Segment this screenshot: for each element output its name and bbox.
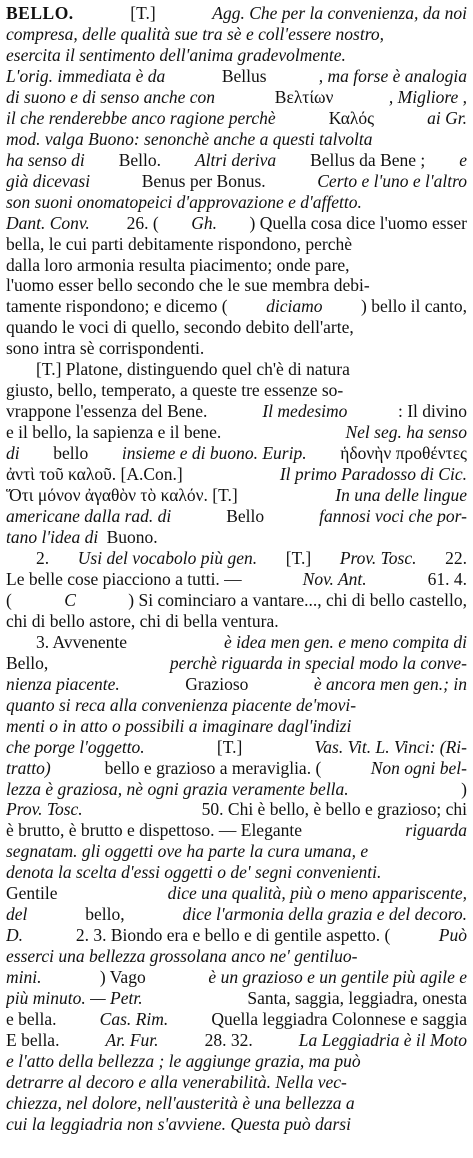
text-line bbox=[6, 212, 467, 234]
text-segment: 3. Avvenente bbox=[36, 631, 132, 652]
text-segment: quanto si reca alla convenienza piacente de'movi- bbox=[6, 694, 357, 715]
text-line bbox=[6, 1113, 467, 1135]
text-segment: Il primo Paradosso di Cic. bbox=[279, 464, 467, 485]
text-line bbox=[6, 945, 467, 967]
text-segment: Bello. bbox=[118, 149, 166, 170]
text-line bbox=[6, 44, 467, 66]
text-segment: chiezza, nel dolore, nell'austerità è una bellezza a bbox=[6, 1092, 355, 1113]
text-segment: Ar. Fur. bbox=[105, 1030, 163, 1051]
text-line bbox=[6, 736, 467, 758]
text-segment: 26. ( bbox=[126, 212, 159, 233]
text-segment: Βελτίων bbox=[274, 86, 334, 107]
text-line bbox=[6, 589, 467, 611]
text-segment: menti o in atto o possibili a imaginare dagl'indizi bbox=[6, 715, 352, 736]
text-segment: [T.] bbox=[125, 3, 161, 23]
text-segment: 22. bbox=[445, 547, 467, 568]
text-segment: Καλός bbox=[328, 107, 375, 128]
text-segment: Quella leggiadra Colonnese e saggia bbox=[211, 1009, 467, 1030]
text-segment: è ancora men gen.; in bbox=[313, 673, 467, 694]
text-line bbox=[6, 274, 467, 296]
text-segment: Bellus da Bene ; bbox=[310, 149, 430, 170]
text-line bbox=[6, 547, 467, 569]
text-segment: bello e grazioso a meraviglia. ( bbox=[104, 757, 322, 778]
text-line bbox=[6, 987, 467, 1009]
text-line bbox=[6, 358, 467, 380]
text-line bbox=[6, 819, 467, 841]
text-segment: americane dalla rad. di bbox=[6, 506, 176, 527]
text-line bbox=[6, 484, 467, 506]
text-segment: Certo e l'uno e l'altro bbox=[317, 170, 467, 191]
text-line bbox=[6, 757, 467, 779]
text-segment: Bellus bbox=[221, 65, 267, 86]
text-line bbox=[6, 170, 467, 192]
text-segment: che porge l'oggetto. bbox=[6, 736, 150, 757]
text-segment: : Il divino bbox=[397, 401, 467, 422]
text-segment: ) bbox=[461, 778, 467, 799]
text-line bbox=[6, 568, 467, 590]
text-segment: tamente rispondono; e dicemo ( bbox=[6, 296, 228, 317]
text-segment: Buono. bbox=[106, 527, 158, 547]
text-segment: nienza piacente. bbox=[6, 673, 125, 694]
text-segment: 2. bbox=[36, 547, 54, 568]
text-segment: tratto) bbox=[6, 757, 56, 778]
text-line bbox=[6, 254, 467, 276]
text-segment: , Migliore , bbox=[388, 86, 467, 107]
text-line bbox=[6, 2, 467, 24]
text-segment: riguarda bbox=[405, 820, 467, 841]
text-line bbox=[6, 694, 467, 716]
text-segment: vrappone l'essenza del Bene. bbox=[6, 401, 212, 422]
text-segment: Nov. Ant. bbox=[302, 568, 372, 589]
text-line bbox=[6, 233, 467, 255]
text-line bbox=[6, 840, 467, 862]
text-line bbox=[6, 442, 467, 464]
text-segment: giusto, bello, temperato, a queste tre essenze so- bbox=[6, 380, 344, 401]
text-segment: è brutto, è brutto e dispettoso. — Elegante bbox=[6, 820, 307, 841]
text-line bbox=[6, 128, 467, 150]
text-segment: di bbox=[6, 443, 24, 464]
text-segment: 61. 4. bbox=[427, 568, 467, 589]
text-segment: Altri deriva bbox=[194, 149, 281, 170]
text-segment: e il bello, la sapienza e il bene. bbox=[6, 422, 226, 443]
text-segment: più minuto. — Petr. bbox=[6, 988, 147, 1009]
text-segment: son suoni onomatopeici d'approvazione e d'affetto. bbox=[6, 191, 362, 212]
text-segment: [T.] Platone, distinguendo quel ch'è di natura bbox=[36, 359, 350, 380]
text-segment: Usi del vocabolo più gen. bbox=[77, 547, 262, 568]
text-segment: ) bello il canto, bbox=[361, 296, 467, 317]
text-segment: dice l'armonia della grazia e del decoro. bbox=[182, 904, 467, 925]
text-line bbox=[6, 652, 467, 674]
text-segment: bello, bbox=[85, 904, 129, 925]
text-line bbox=[6, 295, 467, 317]
text-segment: L'orig. immediata è da bbox=[6, 65, 170, 86]
text-segment: bella, le cui parti debitamente rispondono, perchè bbox=[6, 233, 352, 254]
text-segment: chi di bello astore, chi di bella ventura. bbox=[6, 610, 279, 631]
text-segment: il che renderebbe anco ragione perchè bbox=[6, 107, 281, 128]
text-line bbox=[6, 65, 467, 87]
text-segment: di suono e di senso anche con bbox=[6, 86, 220, 107]
text-segment: La Leggiadria è il Moto bbox=[298, 1030, 467, 1051]
text-segment: ai Gr. bbox=[422, 107, 467, 128]
text-segment: D. bbox=[6, 925, 28, 946]
text-line bbox=[6, 631, 467, 653]
text-line bbox=[6, 107, 467, 129]
text-segment: insieme e di buono. Eurip. bbox=[121, 443, 311, 464]
text-line bbox=[6, 191, 467, 213]
text-segment: diciamo bbox=[266, 296, 323, 317]
text-segment: e l'atto della bellezza ; le aggiunge grazia, ma può bbox=[6, 1051, 361, 1071]
text-segment: ἡδονὴν προθέντες bbox=[340, 443, 467, 464]
text-line bbox=[6, 715, 467, 737]
text-segment: e bbox=[459, 149, 467, 170]
text-segment: segnatam. gli oggetti ove ha parte la cura umana, e bbox=[6, 841, 369, 862]
text-segment: ) Quella cosa dice l'uomo esser bbox=[249, 212, 467, 233]
text-segment: Grazioso bbox=[185, 673, 253, 694]
text-line bbox=[6, 778, 467, 800]
text-line bbox=[6, 86, 467, 108]
headword: BELLO. bbox=[6, 3, 74, 23]
text-line bbox=[6, 1029, 467, 1051]
text-segment: Ὅτι μόνον ἀγαθὸν τὸ καλόν. [T.] bbox=[6, 485, 243, 506]
text-line bbox=[6, 966, 467, 988]
text-segment: detrarre al decoro e alla venerabilità. Nella vec- bbox=[6, 1071, 347, 1092]
text-line bbox=[6, 149, 467, 171]
text-segment: ha senso di bbox=[6, 149, 90, 170]
text-line bbox=[6, 337, 467, 359]
text-segment: dice una qualità, più o meno appariscente, bbox=[167, 883, 467, 904]
text-segment: ( bbox=[6, 589, 12, 610]
text-segment: [T.] bbox=[216, 736, 247, 757]
text-line bbox=[6, 882, 467, 904]
text-line bbox=[6, 421, 467, 443]
text-segment: Nel seg. ha senso bbox=[345, 422, 467, 443]
text-line bbox=[6, 505, 467, 527]
text-segment: Benus per Bonus. bbox=[141, 170, 271, 191]
text-line bbox=[6, 463, 467, 485]
text-segment: Santa, saggia, leggiadra, onesta bbox=[247, 988, 467, 1009]
text-segment: quando le voci di quello, secondo debito dell'arte, bbox=[6, 317, 354, 338]
text-segment: del bbox=[6, 904, 32, 925]
text-segment: è idea men gen. e meno compita di bbox=[224, 631, 467, 652]
text-segment: ) Vago bbox=[99, 967, 151, 988]
text-line bbox=[6, 526, 467, 548]
text-segment: Gh. bbox=[191, 212, 218, 233]
text-line bbox=[6, 23, 467, 45]
text-line bbox=[6, 903, 467, 925]
text-segment: è un grazioso e un gentile più agile e bbox=[208, 967, 467, 988]
text-segment: dalla loro armonia resulta piacimento; onde pare, bbox=[6, 254, 350, 275]
text-segment: Bello, bbox=[6, 652, 53, 673]
text-segment: perchè riguarda in special modo la conve- bbox=[169, 652, 467, 673]
text-segment: compresa, delle qualità sue tra sè e coll'essere nostro, bbox=[6, 23, 384, 44]
text-segment: bello bbox=[53, 443, 93, 464]
text-segment: Non ogni bel- bbox=[370, 757, 467, 778]
text-line bbox=[6, 673, 467, 695]
text-segment: l'uomo esser bello secondo che le sue membra debi- bbox=[6, 275, 370, 296]
text-line bbox=[6, 379, 467, 401]
text-segment: [T.] bbox=[285, 547, 316, 568]
text-segment: ἀντὶ τοῦ καλοῦ. [A.Con.] bbox=[6, 464, 188, 485]
text-line bbox=[6, 1092, 467, 1114]
text-segment: 28. 32. bbox=[204, 1030, 258, 1051]
text-segment: mini. bbox=[6, 967, 42, 988]
text-segment: mod. valga Buono: senonchè anche a questi talvolta bbox=[6, 128, 373, 149]
text-segment: , ma forse è analogia bbox=[318, 65, 467, 86]
text-segment: Il medesimo bbox=[262, 401, 348, 422]
text-segment: sono intra sè corrispondenti. bbox=[6, 338, 205, 359]
text-segment: Dant. Conv. bbox=[6, 212, 95, 233]
text-segment: Agg. Che per la convenienza, da noi bbox=[212, 3, 467, 23]
text-segment: Prov. Tosc. bbox=[339, 547, 421, 568]
text-segment: denota la scelta d'essi oggetti o de' segni convenienti. bbox=[6, 862, 382, 883]
text-line bbox=[6, 1071, 467, 1093]
text-segment: lezza è graziosa, nè ogni grazia veramente bella. bbox=[6, 778, 349, 799]
text-segment: C bbox=[64, 589, 76, 610]
text-segment: già dicevasi bbox=[6, 170, 95, 191]
text-segment: Vas. Vit. L. Vinci: (Ri- bbox=[314, 736, 467, 757]
text-segment: esserci una bellezza grossolana anco ne' gentiluo- bbox=[6, 946, 358, 967]
text-segment: Le belle cose piacciono a tutti. — bbox=[6, 568, 247, 589]
text-line bbox=[6, 1050, 467, 1072]
text-line bbox=[6, 1008, 467, 1030]
text-line bbox=[6, 400, 467, 422]
text-segment: Bello bbox=[226, 506, 269, 527]
text-segment: 50. Chi è bello, è bello e grazioso; chi bbox=[201, 799, 467, 820]
text-segment: Può bbox=[438, 925, 467, 946]
text-segment: In una delle lingue bbox=[335, 485, 467, 506]
text-segment: tano l'idea di bbox=[6, 527, 103, 547]
text-segment: Cas. Rim. bbox=[99, 1009, 173, 1030]
text-segment: cui la leggiadria non s'avviene. Questa può darsi bbox=[6, 1113, 351, 1134]
text-segment: esercita il sentimento dell'anima gradevolmente. bbox=[6, 44, 346, 65]
text-segment: fannosi voci che por- bbox=[319, 506, 467, 527]
text-segment: 2. 3. Biondo era e bello e di gentile aspetto. ( bbox=[75, 925, 391, 946]
text-segment: ) Si cominciaro a vantare..., chi di bello castello, bbox=[128, 589, 467, 610]
text-segment: e bella. bbox=[6, 1009, 61, 1030]
text-line bbox=[6, 610, 467, 632]
text-line bbox=[6, 861, 467, 883]
text-line bbox=[6, 798, 467, 820]
text-line bbox=[6, 924, 467, 946]
text-segment: Gentile bbox=[6, 883, 62, 904]
text-line bbox=[6, 316, 467, 338]
text-segment: E bella. bbox=[6, 1030, 64, 1051]
text-segment: Prov. Tosc. bbox=[6, 799, 88, 820]
